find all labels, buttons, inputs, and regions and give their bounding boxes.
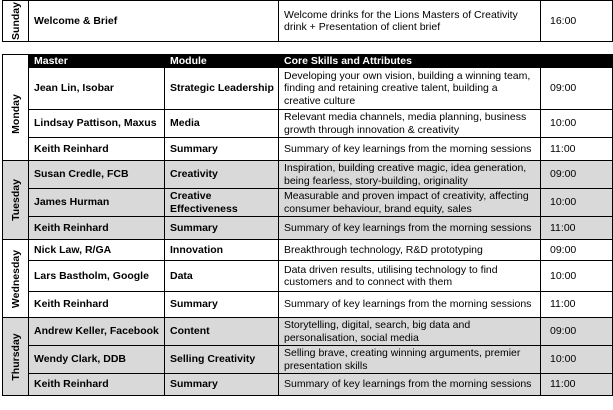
table-row <box>3 68 613 110</box>
table-row <box>3 292 613 318</box>
module-name: Summary <box>165 138 279 161</box>
day-label-monday: Monday <box>3 68 29 161</box>
master-name: Lars Bastholm, Google <box>29 261 165 292</box>
master-name: Nick Law, R/GA <box>29 240 165 261</box>
table-row <box>3 189 613 217</box>
module-name: Selling Creativity <box>165 346 279 374</box>
module-name: Summary <box>165 292 279 318</box>
table-row <box>3 217 613 240</box>
session-time: 10:00 <box>541 110 613 138</box>
table-row <box>3 318 613 346</box>
day-label-thursday: Thursday <box>3 318 29 396</box>
module-name: Content <box>165 318 279 346</box>
table-row <box>3 374 613 396</box>
session-time: 11:00 <box>541 217 613 240</box>
module-name: Creative Effectiveness <box>165 189 279 217</box>
session-time: 09:00 <box>541 240 613 261</box>
session-time: 09:00 <box>541 318 613 346</box>
session-time: 10:00 <box>541 189 613 217</box>
sunday-event: Welcome & Brief <box>29 1 279 42</box>
schedule-table <box>2 0 613 396</box>
table-row <box>3 240 613 261</box>
session-time: 11:00 <box>541 292 613 318</box>
sunday-description: Welcome drinks for the Lions Masters of Creativity drink + Presentation of client brief <box>279 1 541 42</box>
table-header <box>3 55 613 68</box>
table-row <box>3 110 613 138</box>
core-skills: Summary of key learnings from the morning sessions <box>279 138 541 161</box>
core-skills: Data driven results, utilising technology to find customers and to connect with them <box>279 261 541 292</box>
master-name: Jean Lin, Isobar <box>29 68 165 110</box>
sunday-time: 16:00 <box>541 1 613 42</box>
table-row <box>3 261 613 292</box>
module-name: Summary <box>165 217 279 240</box>
sunday-row <box>3 1 613 42</box>
day-label-wednesday: Wednesday <box>3 240 29 318</box>
session-time: 11:00 <box>541 374 613 396</box>
module-name: Data <box>165 261 279 292</box>
session-time: 09:00 <box>541 161 613 189</box>
session-time: 09:00 <box>541 68 613 110</box>
session-time: 11:00 <box>541 138 613 161</box>
module-name: Strategic Leadership <box>165 68 279 110</box>
master-name: Keith Reinhard <box>29 138 165 161</box>
module-name: Innovation <box>165 240 279 261</box>
table-row <box>3 161 613 189</box>
schedule <box>2 0 612 396</box>
core-skills: Summary of key learnings from the morning sessions <box>279 374 541 396</box>
table-row <box>3 346 613 374</box>
master-name: Wendy Clark, DDB <box>29 346 165 374</box>
core-skills: Inspiration, building creative magic, idea generation, being fearless, story-building, originality <box>279 161 541 189</box>
header-master: Master <box>29 55 165 68</box>
master-name: Keith Reinhard <box>29 217 165 240</box>
core-skills: Breakthrough technology, R&D prototyping <box>279 240 541 261</box>
core-skills: Developing your own vision, building a winning team, finding and retaining creative talent, building a creative culture <box>279 68 541 110</box>
core-skills: Storytelling, digital, search, big data and personalisation, social media <box>279 318 541 346</box>
session-time: 10:00 <box>541 346 613 374</box>
table-row <box>3 138 613 161</box>
day-label-tuesday: Tuesday <box>3 161 29 240</box>
master-name: Andrew Keller, Facebook <box>29 318 165 346</box>
module-name: Summary <box>165 374 279 396</box>
header-module: Module <box>165 55 279 68</box>
core-skills: Summary of key learnings from the morning sessions <box>279 292 541 318</box>
module-name: Creativity <box>165 161 279 189</box>
master-name: James Hurman <box>29 189 165 217</box>
core-skills: Relevant media channels, media planning, business growth through innovation & creativity <box>279 110 541 138</box>
master-name: Lindsay Pattison, Maxus <box>29 110 165 138</box>
core-skills: Selling brave, creating winning arguments, premier presentation skills <box>279 346 541 374</box>
day-label-sunday: Sunday <box>3 1 29 42</box>
session-time: 10:00 <box>541 261 613 292</box>
master-name: Susan Credle, FCB <box>29 161 165 189</box>
header-core: Core Skills and Attributes <box>279 55 541 68</box>
core-skills: Measurable and proven impact of creativity, affecting consumer behaviour, brand equity, sales <box>279 189 541 217</box>
module-name: Media <box>165 110 279 138</box>
core-skills: Summary of key learnings from the morning sessions <box>279 217 541 240</box>
master-name: Keith Reinhard <box>29 374 165 396</box>
master-name: Keith Reinhard <box>29 292 165 318</box>
